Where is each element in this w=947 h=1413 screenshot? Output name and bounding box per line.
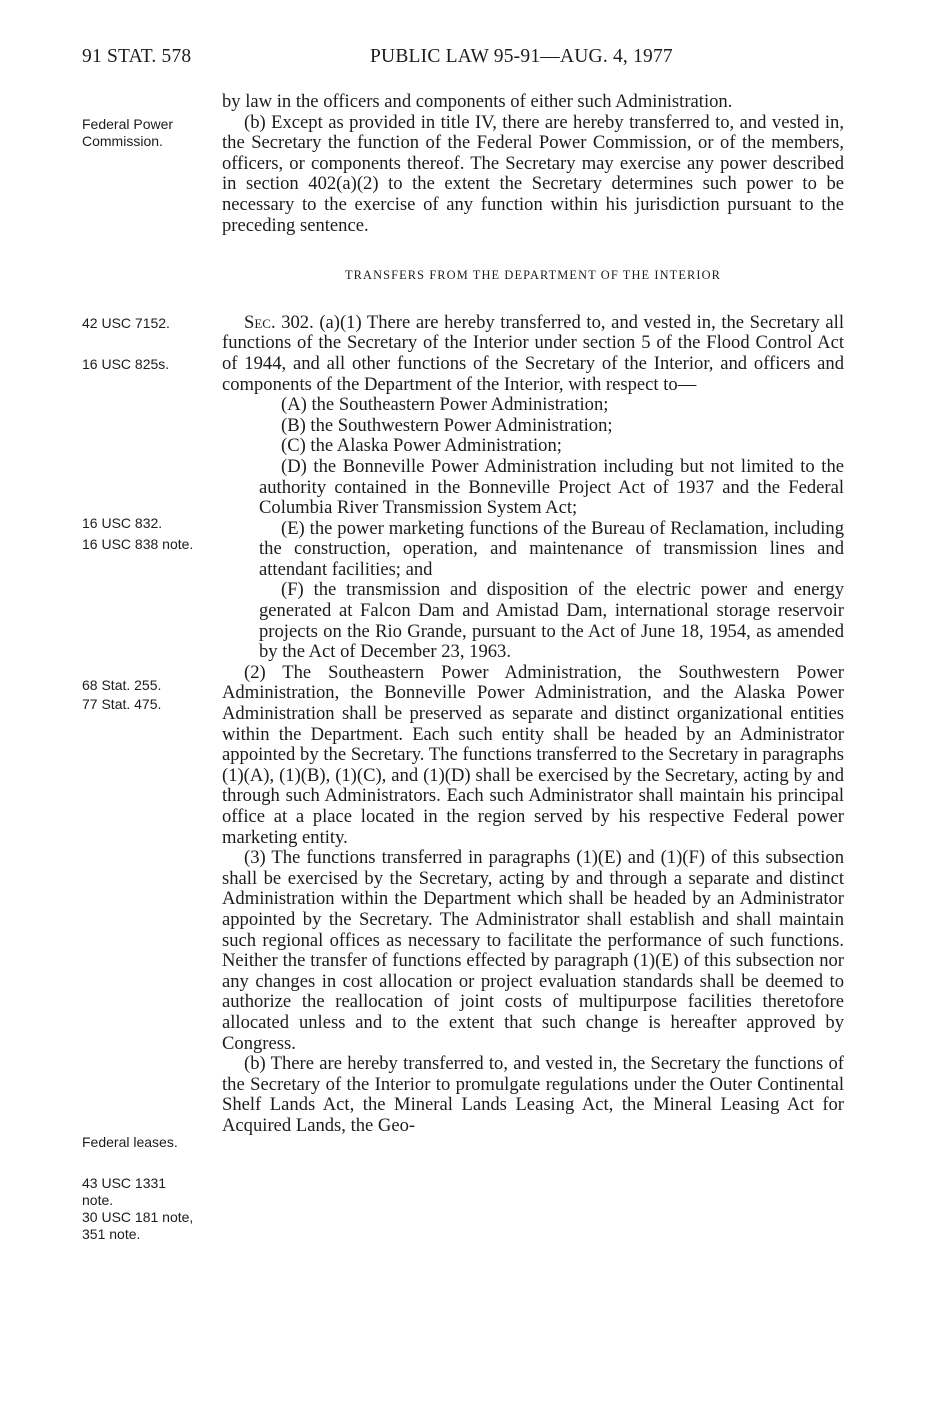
margin-note-federal-power-commission xyxy=(82,116,173,150)
margin-note-68-stat-255: 68 Stat. 255. xyxy=(82,677,162,693)
margin-note-line: note. xyxy=(82,1192,114,1208)
list-item-c: (C) the Alaska Power Administration; xyxy=(281,435,562,457)
paragraph-subsection-b: (b) Except as provided in title IV, there are hereby transferred to, and vested in, the Secretary the function of the Federal Power Commission, or of the members, officers, or components thereof. The Secretary may exercise any power described in section 402(a)(2) to the extent the Secretary determines such power to be necessary to the exercise of any function within his jurisdiction pursuant to the preceding sentence. xyxy=(222,111,844,236)
list-item-b: (B) the Southwestern Power Administration; xyxy=(281,414,613,436)
margin-note-line: 30 USC 181 note, xyxy=(82,1209,194,1225)
paragraph-subsection-b-leases: (b) There are hereby transferred to, and vested in, the Secretary the functions of the Secretary of the Interior to promulgate regulations under the Outer Continental Shelf Lands Act, the Mineral Lands Leasing Act, the Mineral Leasing Act for Acquired Lands, the Geo- xyxy=(222,1053,844,1136)
page-number: 91 STAT. 578 xyxy=(82,46,192,67)
margin-note-16-usc-832: 16 USC 832. xyxy=(82,515,163,531)
paragraph-a3: (3) The functions transferred in paragraphs (1)(E) and (1)(F) of this subsection shall be exercised by the Secretary, acting by and through a separate and distinct Administration within the Department which shall be headed by an Administrator appointed by the Secretary. The Administrator shall establish and shall maintain such regional offices as necessary to facilitate the performance of such functions. Neither the transfer of functions effected by paragraph (1)(E) of this subsection nor any changes in cost allocation or project evaluation standards shall be deemed to authorize the reallocation of joint costs of multipurpose facilities theretofore allocated unless and to the extent that such change is hereafter approved by Congress. xyxy=(222,847,844,1054)
section-text: (a)(1) There are hereby transferred to, and vested in, the Secretary all functions of the Secretary of the Interior under section 5 of the Flood Control Act of 1944, and all other functions of the Secretary of the Interior, and officers and components of the Department of the Interior, with respect to— xyxy=(222,311,844,395)
margin-note-federal-leases: Federal leases. xyxy=(82,1134,178,1150)
statute-body xyxy=(222,92,844,1137)
margin-note-16-usc-825s: 16 USC 825s. xyxy=(82,356,170,372)
margin-note-line: Federal Power xyxy=(82,116,174,132)
paragraph-a2: (2) The Southeastern Power Administration, the Southwestern Power Administration, the Bonneville Power Administration, and the Alaska Power Administration shall be preserved as separate and distinct organizational entities within the Department. Each such entity shall be headed by an Administrator appointed by the Secretary. The functions transferred to the Secretary in paragraphs (1)(A), (1)(B), (1)(C), and (1)(D) shall be exercised by the Secretary, acting by and through such Administrators. Each such Administrator shall maintain his principal office at a place located in the region served by his respective Federal power marketing entity. xyxy=(222,661,844,848)
margin-note-43-usc-1331 xyxy=(82,1175,166,1209)
section-label: Sec. 302. xyxy=(244,311,314,333)
margin-note-77-stat-475: 77 Stat. 475. xyxy=(82,696,162,712)
page-header-title: PUBLIC LAW 95-91—AUG. 4, 1977 xyxy=(370,46,673,67)
margin-note-line: Commission. xyxy=(82,133,163,149)
section-heading: TRANSFERS FROM THE DEPARTMENT OF THE INTERIOR xyxy=(344,268,721,283)
margin-note-line: 43 USC 1331 xyxy=(82,1175,167,1191)
list-item-f: (F) the transmission and disposition of the electric power and energy generated at Falcon Dam and Amistad Dam, international storage reservoir projects on the Rio Grande, pursuant to the Act of June 18, 1954, as amended by the Act of December 23, 1963. xyxy=(259,579,844,663)
list-item-d: (D) the Bonneville Power Administration including but not limited to the authority contained in the Bonneville Project Act of 1937 and the Federal Columbia River Transmission System Act; xyxy=(259,455,844,519)
margin-note-30-usc-181 xyxy=(82,1209,193,1243)
paragraph-continuation: by law in the officers and components of either such Administration. xyxy=(222,91,733,112)
margin-note-42-usc-7152: 42 USC 7152. xyxy=(82,315,170,331)
margin-note-line: 351 note. xyxy=(82,1226,141,1242)
paragraph-sec-302-a1 xyxy=(222,313,844,395)
margin-note-16-usc-838: 16 USC 838 note. xyxy=(82,536,194,552)
list-item-a: (A) the Southeastern Power Administration; xyxy=(281,394,609,416)
list-item-e: (E) the power marketing functions of the Bureau of Reclamation, including the construction, operation, and maintenance of transmission lines and attendant facilities; and xyxy=(259,517,844,580)
